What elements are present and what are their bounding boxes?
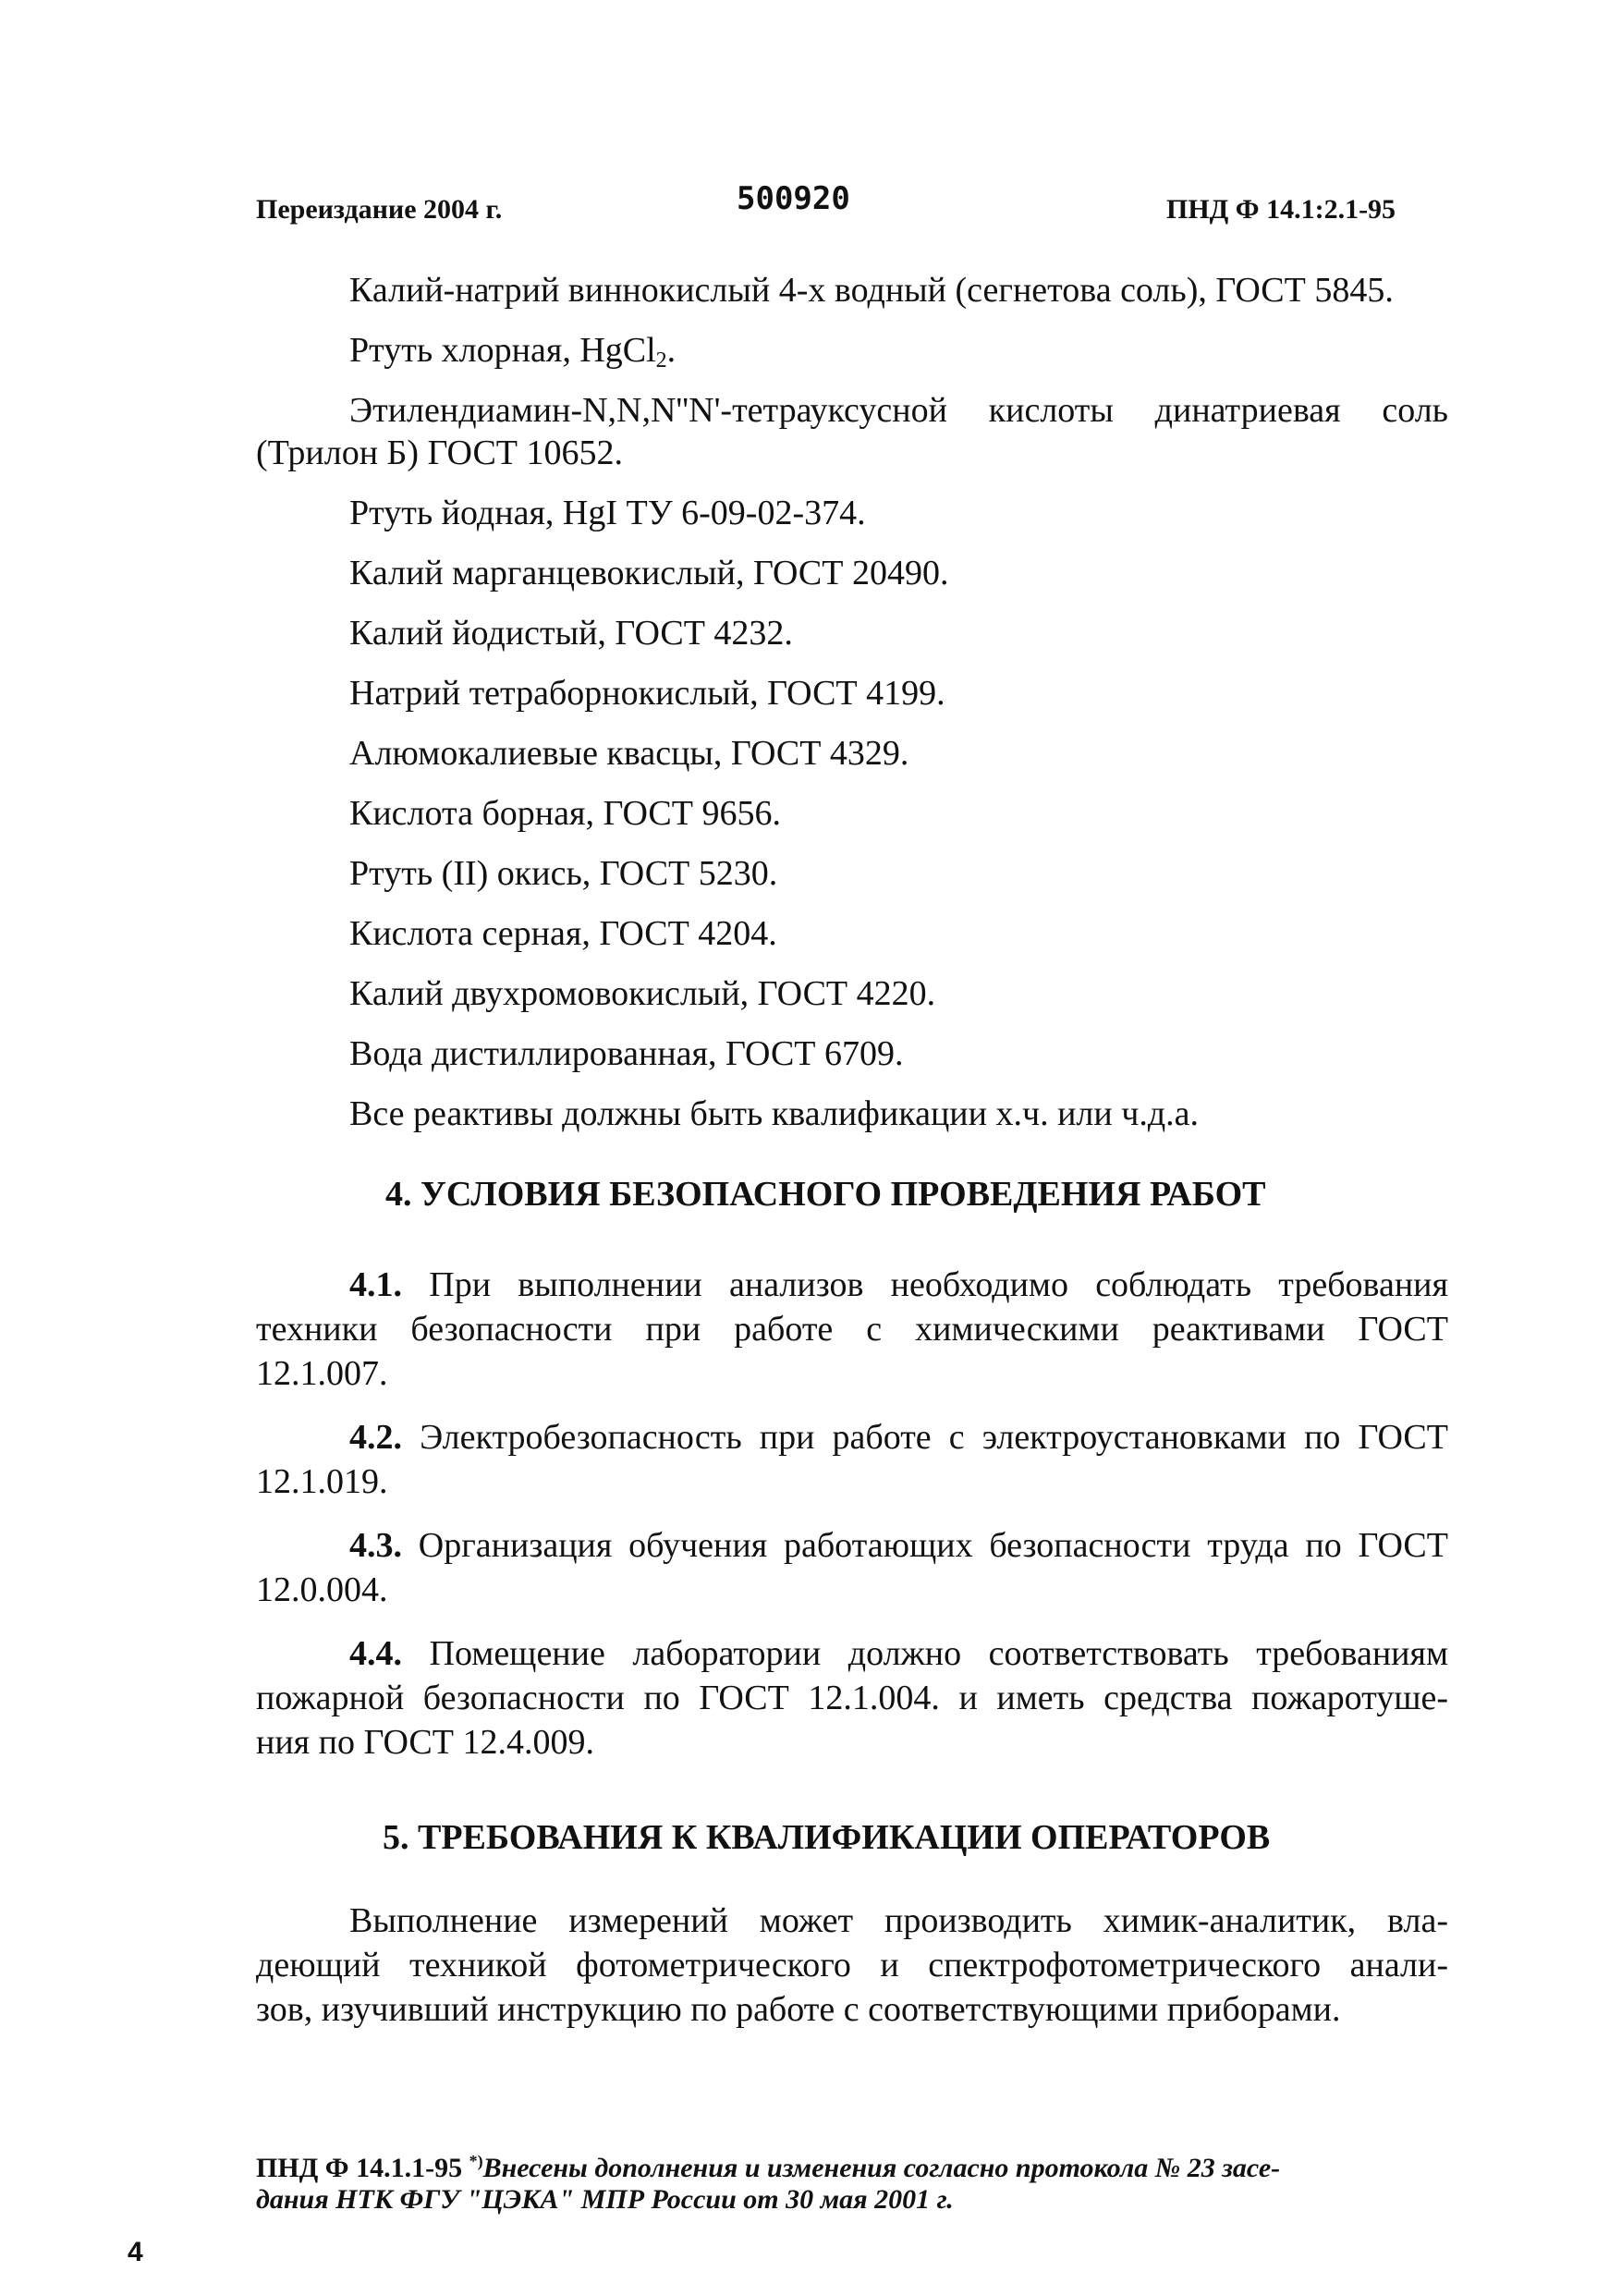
- paragraph-4-2-line: 12.1.019.: [256, 1462, 388, 1501]
- reagent-line: Кислота серная, ГОСТ 4204.: [349, 914, 777, 953]
- header-standard-code: ПНД Ф 14.1:2.1-95: [1166, 194, 1396, 225]
- reagent-line-continued: (Трилон Б) ГОСТ 10652.: [256, 434, 624, 472]
- reagent-line: Ртуть хлорная, HgCl$_2$.: [349, 331, 677, 372]
- footer-note-line: дания НТК ФГУ "ЦЭКА" МПР России от 30 мая 2001 г.: [256, 2184, 954, 2215]
- paragraph-4-1-line: техники безопасности при работе с химическими реактивами ГОСТ: [256, 1310, 1448, 1349]
- paragraph-4-3: 4.3. Организация обучения работающих безопасности труда по ГОСТ: [349, 1526, 1448, 1565]
- reagent-line: Калий марганцевокислый, ГОСТ 20490.: [349, 554, 949, 592]
- section-5-line: деющий техникой фотометрического и спектрофотометрического анали-: [256, 1946, 1448, 1985]
- reagent-line: Кислота борная, ГОСТ 9656.: [349, 794, 781, 833]
- reagent-line: Все реактивы должны быть квалификации х.ч. или ч.д.а.: [349, 1094, 1200, 1133]
- header-doc-number: 500920: [737, 180, 850, 217]
- reagent-line: Калий двухромовокислый, ГОСТ 4220.: [349, 974, 936, 1013]
- reagent-line: Натрий тетраборнокислый, ГОСТ 4199.: [349, 674, 945, 713]
- paragraph-4-1: 4.1. При выполнении анализов необходимо соблюдать требования: [349, 1265, 1448, 1304]
- paragraph-4-2: 4.2. Электробезопасность при работе с электроустановками по ГОСТ: [349, 1418, 1448, 1457]
- reagent-line: Калий йодистый, ГОСТ 4232.: [349, 614, 793, 653]
- reagent-line: Алюмокалиевые квасцы, ГОСТ 4329.: [349, 734, 909, 773]
- page-number: 4: [128, 2237, 143, 2267]
- section-5-line: зов, изучивший инструкцию по работе с соответствующими приборами.: [256, 1990, 1341, 2029]
- section-4-title: 4. УСЛОВИЯ БЕЗОПАСНОГО ПРОВЕДЕНИЯ РАБОТ: [385, 1175, 1266, 1214]
- reagent-line: Ртуть (II) окись, ГОСТ 5230.: [349, 854, 778, 893]
- section-5-title: 5. ТРЕБОВАНИЯ К КВАЛИФИКАЦИИ ОПЕРАТОРОВ: [383, 1818, 1271, 1857]
- footer-note: ПНД Ф 14.1.1-95 *)Внесены дополнения и изменения согласно протокола № 23 засе-: [256, 2152, 1281, 2183]
- reagent-line: Ртуть йодная, HgI ТУ 6-09-02-374.: [349, 494, 866, 532]
- header-reissue: Переиздание 2004 г.: [256, 194, 503, 225]
- paragraph-4-4: 4.4. Помещение лаборатории должно соответствовать требованиям: [349, 1634, 1449, 1673]
- reagent-line: Калий-натрий виннокислый 4-х водный (сегнетова соль), ГОСТ 5845.: [349, 271, 1394, 310]
- paragraph-4-3-line: 12.0.004.: [256, 1570, 388, 1609]
- reagent-line: Этилендиамин-N,N,N''N'-тетрауксусной кислоты динатриевая соль: [349, 391, 1448, 430]
- paragraph-4-4-line: ния по ГОСТ 12.4.009.: [256, 1723, 594, 1762]
- section-5-line: Выполнение измерений может производить химик-аналитик, вла-: [349, 1901, 1448, 1940]
- paragraph-4-4-line: пожарной безопасности по ГОСТ 12.1.004. и иметь средства пожаротуше-: [256, 1679, 1448, 1717]
- paragraph-4-1-line: 12.1.007.: [256, 1354, 388, 1393]
- reagent-line: Вода дистиллированная, ГОСТ 6709.: [349, 1034, 904, 1073]
